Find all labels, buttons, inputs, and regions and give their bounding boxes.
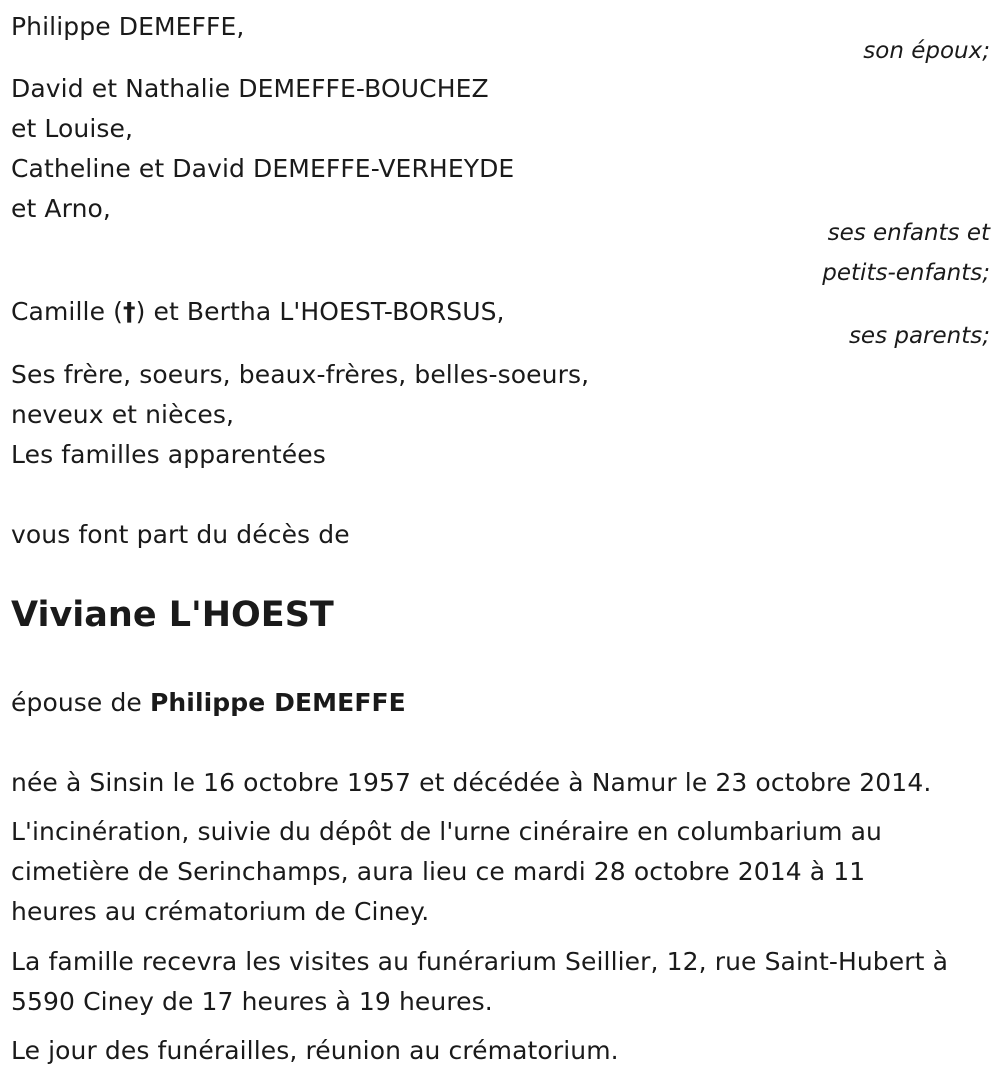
children-role-line-1: ses enfants et	[827, 220, 990, 246]
children-line-4: et Arno,	[11, 194, 111, 223]
detail-line-5: La famille recevra les visites au funérarium Seillier, 12, rue Saint-Hubert à	[11, 947, 949, 976]
detail-line-6: 5590 Ciney de 17 heures à 19 heures.	[11, 987, 493, 1016]
detail-line-1: née à Sinsin le 16 octobre 1957 et décédée à Namur le 23 octobre 2014.	[11, 768, 932, 797]
spouse-role: son époux;	[863, 38, 990, 64]
family-line-2: neveux et nièces,	[11, 400, 235, 429]
spouse-of-line	[11, 688, 406, 718]
spouse-line: Philippe DEMEFFE,	[11, 12, 245, 41]
detail-line-4: heures au crématorium de Ciney.	[11, 897, 430, 926]
children-line-3: Catheline et David DEMEFFE-VERHEYDE	[11, 154, 515, 183]
spouse-prefix: épouse de	[11, 688, 150, 717]
children-role-line-2: petits-enfants;	[822, 260, 990, 286]
family-line-3: Les familles apparentées	[11, 440, 326, 469]
parents-before: Camille (	[11, 297, 123, 326]
children-line-1: David et Nathalie DEMEFFE-BOUCHEZ	[11, 74, 489, 103]
parents-after: ) et Bertha L'HOEST-BORSUS,	[135, 297, 505, 326]
parents-line	[11, 297, 505, 327]
family-line-1: Ses frère, soeurs, beaux-frères, belles-soeurs,	[11, 360, 590, 389]
cross-icon: †	[122, 297, 136, 326]
parents-role: ses parents;	[848, 323, 990, 349]
children-line-2: et Louise,	[11, 114, 134, 143]
detail-line-2: L'incinération, suivie du dépôt de l'urne cinéraire en columbarium au	[11, 817, 882, 846]
detail-line-7: Le jour des funérailles, réunion au crématorium.	[11, 1036, 619, 1065]
spouse-name: Philippe DEMEFFE	[149, 688, 406, 717]
deceased-name: Viviane L'HOEST	[11, 595, 334, 635]
announcement-text: vous font part du décès de	[11, 520, 350, 549]
detail-line-3: cimetière de Serinchamps, aura lieu ce mardi 28 octobre 2014 à 11	[11, 857, 866, 886]
